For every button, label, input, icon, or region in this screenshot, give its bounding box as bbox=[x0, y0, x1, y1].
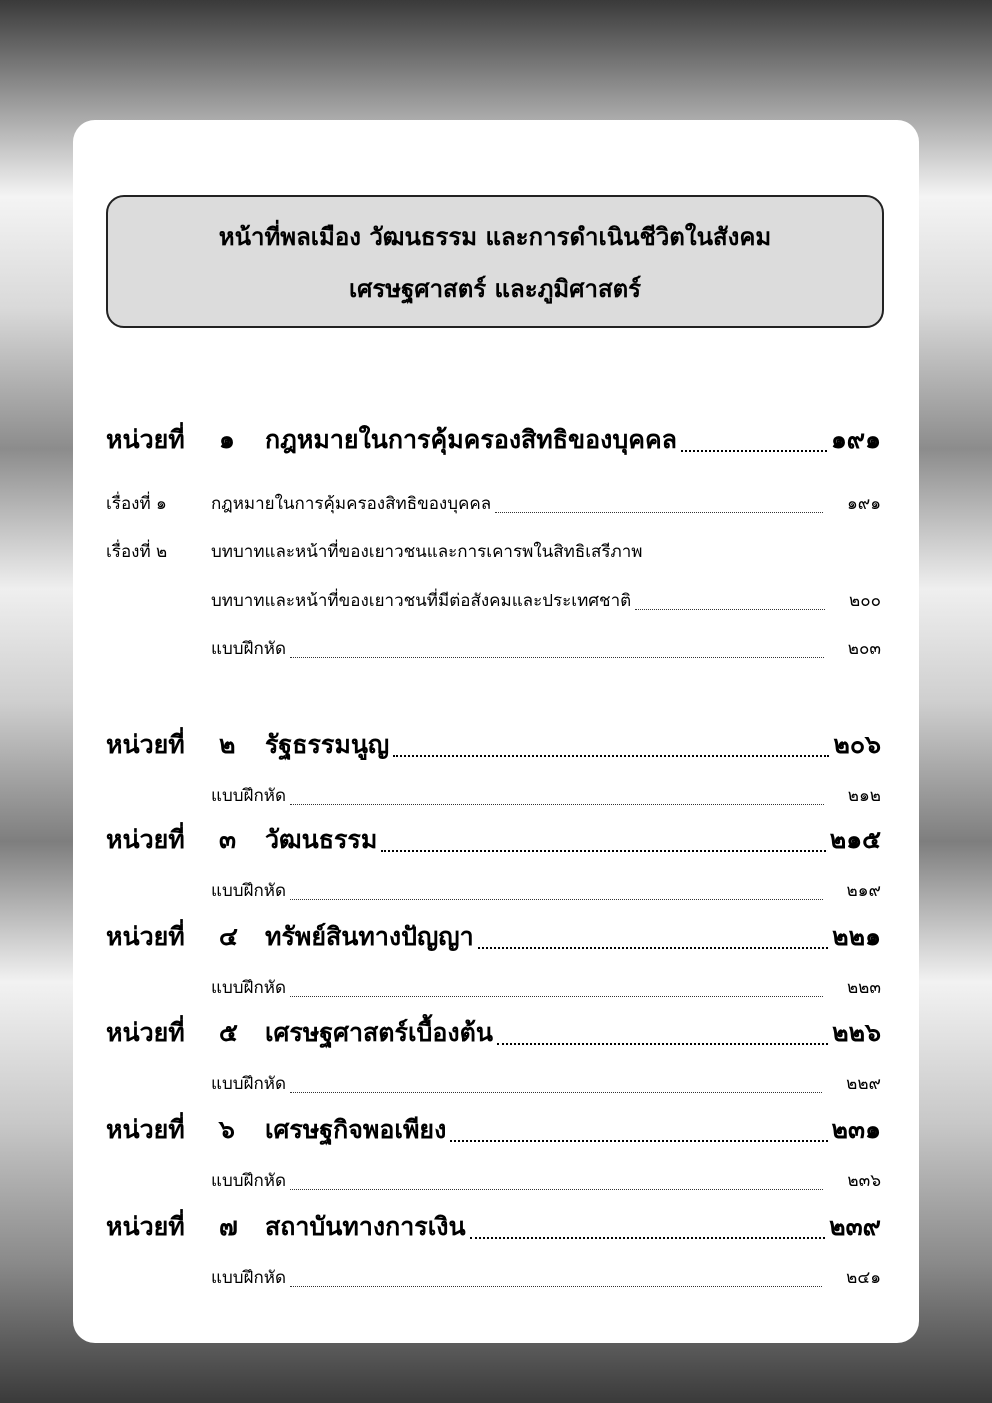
unit-label: หน่วยที่ bbox=[106, 425, 185, 454]
chapter-title: บทบาทและหน้าที่ของเยาวชนที่มีต่อสังคมและประเทศชาติ bbox=[211, 591, 632, 611]
unit-heading-7[interactable] bbox=[106, 1207, 881, 1247]
dot-leader bbox=[290, 1285, 822, 1287]
unit-heading-3[interactable] bbox=[106, 820, 881, 860]
dot-leader bbox=[470, 1236, 826, 1239]
unit-title: เศรษฐศาสตร์เบื้องต้น bbox=[265, 1018, 493, 1047]
unit-label: หน่วยที่ bbox=[106, 1115, 185, 1144]
exercise-title: แบบฝึกหัด bbox=[211, 1171, 287, 1191]
exercise-page-number: ๒๐๓ bbox=[847, 639, 881, 659]
dot-leader bbox=[495, 511, 823, 513]
unit-label: หน่วยที่ bbox=[106, 1212, 185, 1241]
dot-leader bbox=[290, 803, 824, 805]
unit-page-number: ๒๐๖ bbox=[833, 730, 881, 759]
unit-label: หน่วยที่ bbox=[106, 922, 185, 951]
dot-leader bbox=[290, 1188, 823, 1190]
unit-number: ๔ bbox=[219, 922, 238, 951]
chapter-title: กฎหมายในการคุ้มครองสิทธิของบุคคล bbox=[211, 494, 492, 514]
unit-page-number: ๒๒๖ bbox=[832, 1018, 881, 1047]
exercise-page-number: ๒๔๑ bbox=[846, 1268, 881, 1288]
chapter-label: เรื่องที่ ๑ bbox=[106, 494, 167, 514]
exercise-row[interactable] bbox=[106, 1070, 881, 1098]
unit-title: วัฒนธรรม bbox=[265, 825, 378, 854]
unit-heading-4[interactable] bbox=[106, 917, 881, 957]
chapter-page-number: ๑๙๑ bbox=[846, 494, 881, 514]
chapter-row[interactable] bbox=[106, 587, 881, 615]
exercise-title: แบบฝึกหัด bbox=[211, 786, 287, 806]
exercise-row[interactable] bbox=[106, 1264, 881, 1292]
exercise-title: แบบฝึกหัด bbox=[211, 639, 287, 659]
page-title-line1: หน้าที่พลเมือง วัฒนธรรม และการดำเนินชีวิตในสังคม bbox=[218, 223, 772, 251]
dot-leader bbox=[393, 754, 829, 757]
unit-number: ๓ bbox=[219, 825, 237, 854]
unit-number: ๒ bbox=[219, 730, 236, 759]
unit-title: รัฐธรรมนูญ bbox=[265, 730, 390, 759]
exercise-row[interactable] bbox=[106, 877, 881, 905]
unit-page-number: ๑๙๑ bbox=[830, 425, 881, 454]
dot-leader bbox=[681, 449, 827, 452]
chapter-label: เรื่องที่ ๒ bbox=[106, 542, 168, 562]
unit-heading-5[interactable] bbox=[106, 1013, 881, 1053]
unit-page-number: ๒๑๕ bbox=[829, 825, 881, 854]
dot-leader bbox=[635, 608, 825, 610]
unit-label: หน่วยที่ bbox=[106, 825, 185, 854]
exercise-page-number: ๒๒๙ bbox=[846, 1074, 881, 1094]
unit-number: ๑ bbox=[219, 425, 235, 454]
dot-leader bbox=[290, 898, 823, 900]
exercise-title: แบบฝึกหัด bbox=[211, 1074, 287, 1094]
unit-number: ๕ bbox=[219, 1018, 238, 1047]
exercise-page-number: ๒๓๖ bbox=[847, 1171, 881, 1191]
chapter-row[interactable] bbox=[106, 538, 881, 566]
unit-title: เศรษฐกิจพอเพียง bbox=[265, 1115, 447, 1144]
unit-heading-6[interactable] bbox=[106, 1110, 881, 1150]
unit-title: สถาบันทางการเงิน bbox=[265, 1212, 466, 1241]
unit-label: หน่วยที่ bbox=[106, 730, 185, 759]
exercise-row[interactable] bbox=[106, 782, 881, 810]
exercise-page-number: ๒๒๓ bbox=[846, 978, 881, 998]
dot-leader bbox=[478, 946, 829, 949]
exercise-row[interactable] bbox=[106, 635, 881, 663]
unit-page-number: ๒๓๑ bbox=[831, 1115, 881, 1144]
exercise-row[interactable] bbox=[106, 974, 881, 1002]
unit-page-number: ๒๓๙ bbox=[829, 1212, 881, 1241]
unit-title: ทรัพย์สินทางปัญญา bbox=[265, 922, 474, 951]
exercise-title: แบบฝึกหัด bbox=[211, 1268, 287, 1288]
unit-title: กฎหมายในการคุ้มครองสิทธิของบุคคล bbox=[265, 425, 677, 454]
exercise-page-number: ๒๑๒ bbox=[847, 786, 881, 806]
dot-leader bbox=[450, 1139, 827, 1142]
chapter-page-number: ๒๐๐ bbox=[849, 591, 881, 611]
unit-page-number: ๒๒๑ bbox=[832, 922, 881, 951]
page-title-line2: เศรษฐศาสตร์ และภูมิศาสตร์ bbox=[348, 275, 642, 303]
dot-leader bbox=[290, 995, 823, 997]
dot-leader bbox=[381, 849, 825, 852]
dot-leader bbox=[290, 656, 824, 658]
unit-heading-2[interactable] bbox=[106, 725, 881, 765]
exercise-title: แบบฝึกหัด bbox=[211, 978, 287, 998]
unit-number: ๗ bbox=[219, 1212, 238, 1241]
exercise-row[interactable] bbox=[106, 1167, 881, 1195]
dot-leader bbox=[290, 1091, 822, 1093]
unit-label: หน่วยที่ bbox=[106, 1018, 185, 1047]
chapter-title: บทบาทและหน้าที่ของเยาวชนและการเคารพในสิทธิเสรีภาพ bbox=[211, 542, 643, 562]
exercise-page-number: ๒๑๙ bbox=[846, 881, 881, 901]
toc-page bbox=[73, 120, 919, 1343]
unit-number: ๖ bbox=[219, 1115, 235, 1144]
exercise-title: แบบฝึกหัด bbox=[211, 881, 287, 901]
dot-leader bbox=[497, 1042, 828, 1045]
page-title-box bbox=[106, 195, 884, 328]
chapter-row[interactable] bbox=[106, 490, 881, 518]
unit-heading-1[interactable] bbox=[106, 420, 881, 460]
